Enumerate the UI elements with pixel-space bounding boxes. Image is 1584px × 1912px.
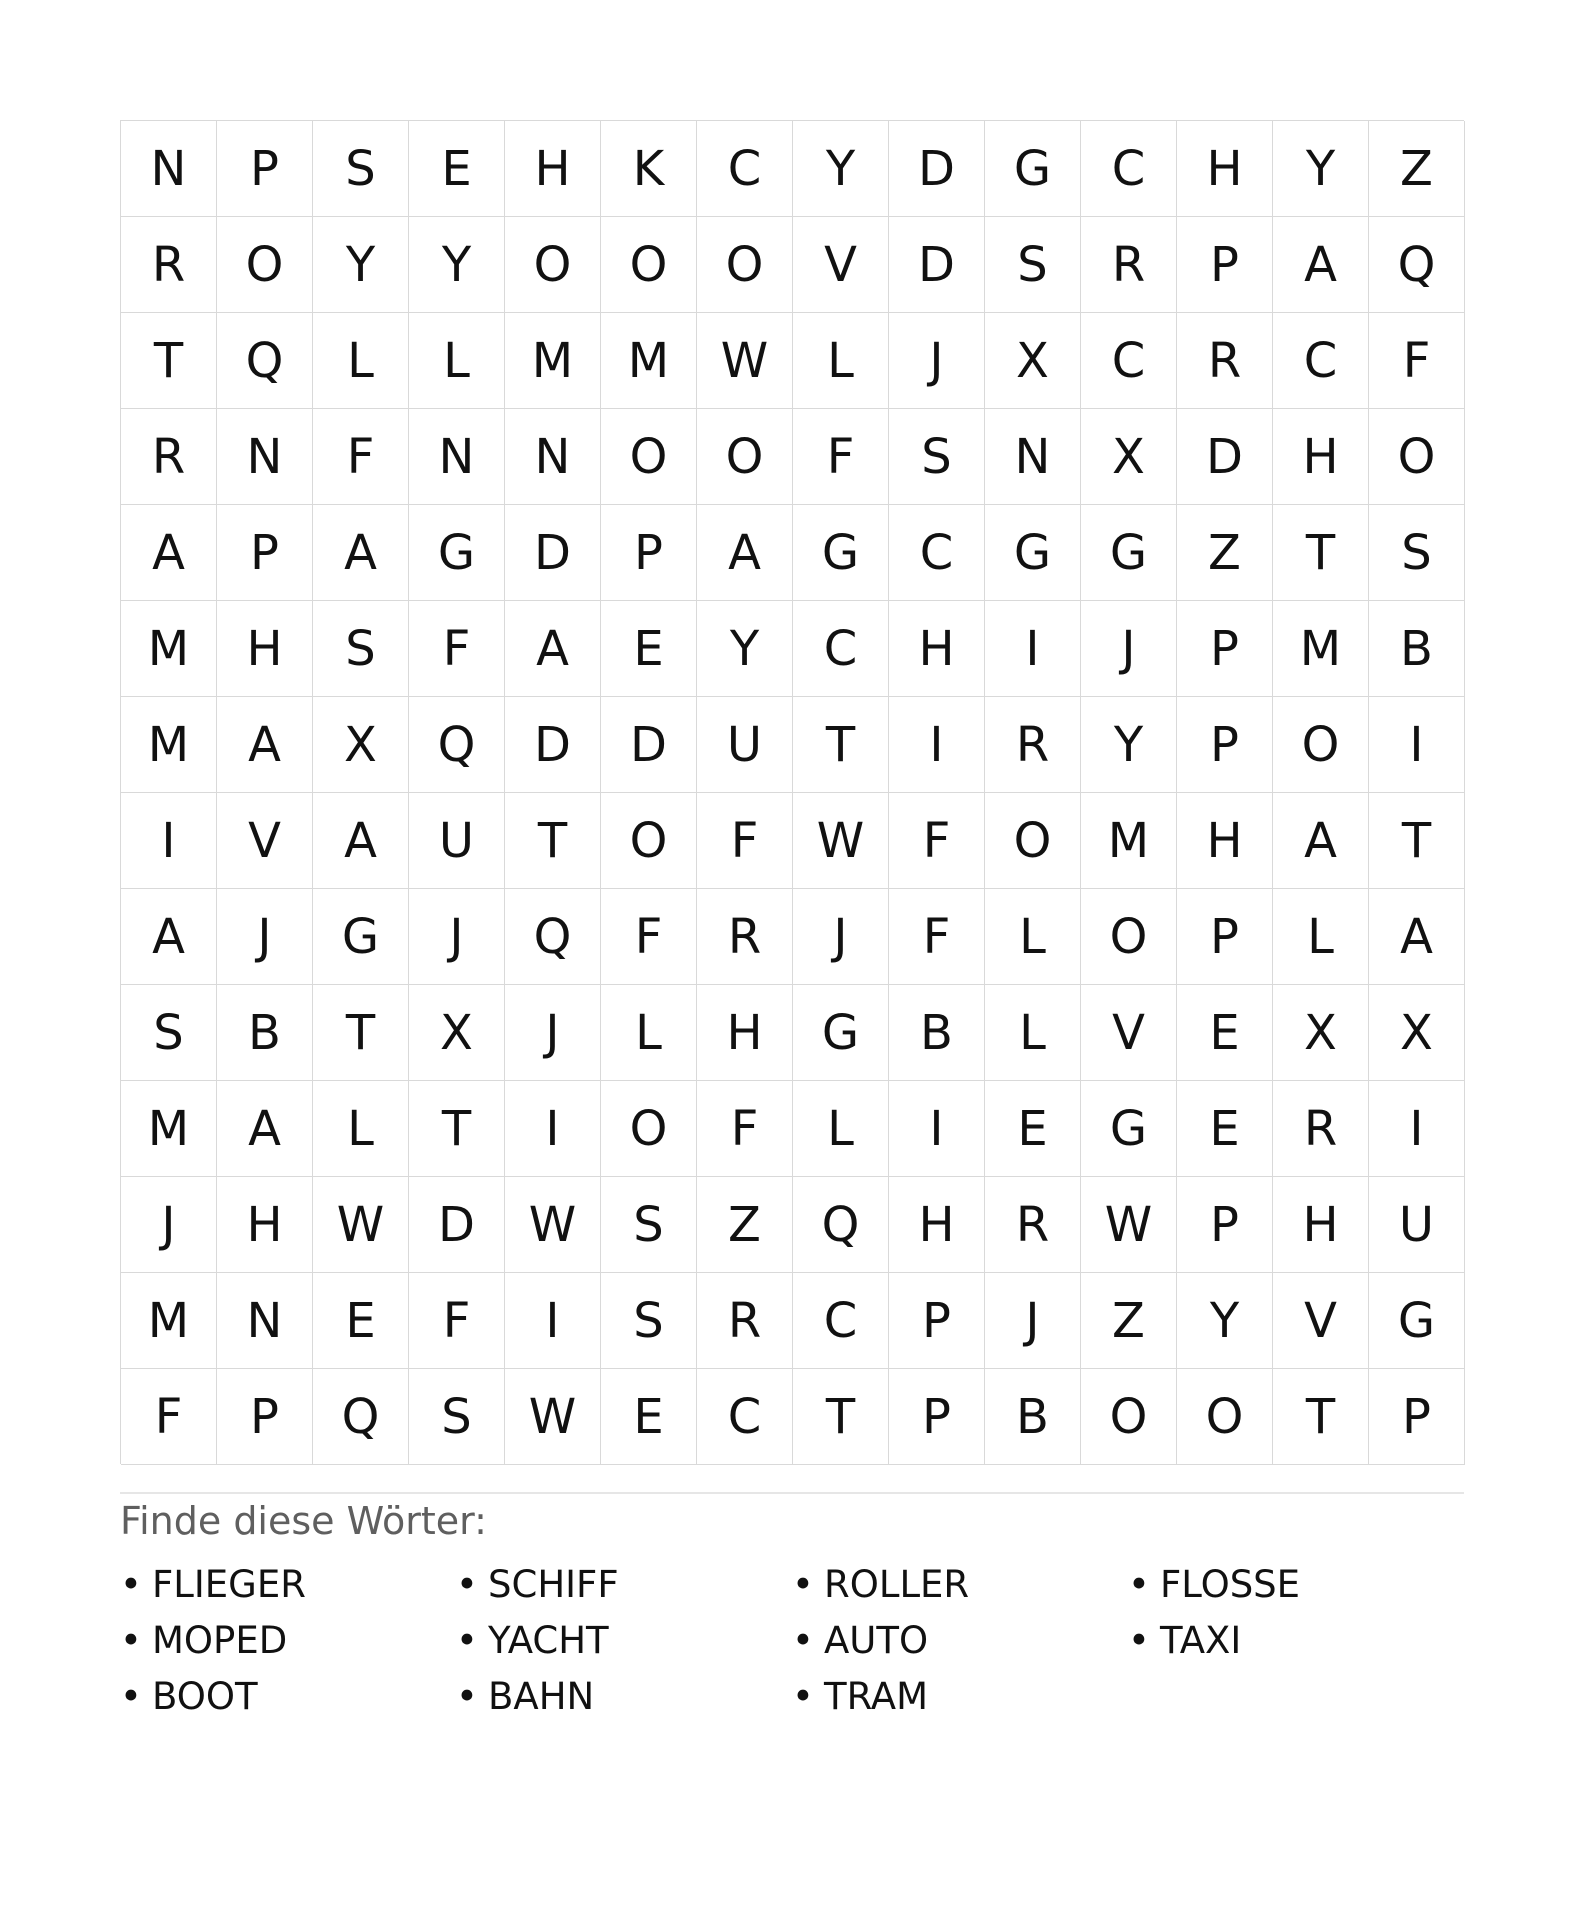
grid-cell[interactable]: G <box>1369 1273 1465 1369</box>
grid-cell[interactable]: M <box>121 697 217 793</box>
grid-cell[interactable]: N <box>121 121 217 217</box>
word-list-item <box>1128 1556 1464 1612</box>
grid-cell[interactable]: T <box>121 313 217 409</box>
grid-cell[interactable]: F <box>313 409 409 505</box>
grid-cell[interactable]: G <box>985 505 1081 601</box>
grid-cell[interactable]: A <box>1369 889 1465 985</box>
grid-cell[interactable]: S <box>889 409 985 505</box>
grid-cell[interactable]: E <box>409 121 505 217</box>
grid-cell[interactable]: E <box>1177 1081 1273 1177</box>
grid-cell[interactable]: P <box>1177 889 1273 985</box>
grid-cell[interactable]: I <box>889 697 985 793</box>
grid-cell[interactable]: H <box>505 121 601 217</box>
bullet-icon: • <box>1128 1618 1150 1662</box>
grid-cell[interactable]: E <box>601 1369 697 1465</box>
grid-cell[interactable]: Y <box>409 217 505 313</box>
grid-cell[interactable]: F <box>697 1081 793 1177</box>
grid-cell[interactable]: T <box>409 1081 505 1177</box>
grid-cell[interactable]: E <box>601 601 697 697</box>
grid-cell[interactable]: A <box>1273 217 1369 313</box>
grid-cell[interactable]: C <box>1081 121 1177 217</box>
grid-cell[interactable]: L <box>313 313 409 409</box>
grid-cell[interactable]: A <box>313 793 409 889</box>
grid-cell[interactable]: G <box>985 121 1081 217</box>
grid-cell[interactable]: L <box>313 1081 409 1177</box>
grid-cell[interactable]: P <box>601 505 697 601</box>
grid-cell[interactable]: R <box>985 697 1081 793</box>
grid-cell[interactable]: X <box>985 313 1081 409</box>
word-list-item <box>792 1668 1128 1724</box>
grid-cell[interactable]: F <box>697 793 793 889</box>
grid-cell[interactable]: X <box>1369 985 1465 1081</box>
word-label: TAXI <box>1160 1618 1242 1662</box>
word-list-item <box>120 1668 456 1724</box>
grid-cell[interactable]: O <box>697 217 793 313</box>
grid-cell[interactable]: T <box>793 1369 889 1465</box>
grid-cell[interactable]: I <box>1369 1081 1465 1177</box>
grid-cell[interactable]: G <box>1081 1081 1177 1177</box>
grid-cell[interactable]: R <box>121 217 217 313</box>
grid-cell[interactable]: U <box>697 697 793 793</box>
grid-cell[interactable]: H <box>1273 409 1369 505</box>
grid-cell[interactable]: V <box>217 793 313 889</box>
grid-cell[interactable]: V <box>793 217 889 313</box>
bullet-icon: • <box>120 1674 142 1718</box>
grid-cell[interactable]: R <box>1177 313 1273 409</box>
grid-cell[interactable]: T <box>505 793 601 889</box>
grid-cell[interactable]: J <box>889 313 985 409</box>
grid-cell[interactable]: S <box>313 601 409 697</box>
grid-cell[interactable]: A <box>121 505 217 601</box>
grid-cell[interactable]: E <box>1177 985 1273 1081</box>
word-list-item <box>456 1668 792 1724</box>
grid-cell[interactable]: F <box>793 409 889 505</box>
grid-cell[interactable]: T <box>1369 793 1465 889</box>
word-label: AUTO <box>824 1618 929 1662</box>
grid-cell[interactable]: I <box>121 793 217 889</box>
grid-cell[interactable]: O <box>217 217 313 313</box>
word-label: MOPED <box>152 1618 288 1662</box>
grid-cell[interactable]: V <box>1273 1273 1369 1369</box>
grid-cell[interactable]: Y <box>697 601 793 697</box>
grid-cell[interactable]: C <box>697 121 793 217</box>
grid-cell[interactable]: P <box>217 505 313 601</box>
grid-cell[interactable]: J <box>793 889 889 985</box>
grid-cell[interactable]: S <box>409 1369 505 1465</box>
bullet-icon: • <box>792 1562 814 1606</box>
bullet-icon: • <box>1128 1562 1150 1606</box>
grid-cell[interactable]: T <box>1273 505 1369 601</box>
grid-cell[interactable]: D <box>505 505 601 601</box>
grid-cell[interactable]: B <box>985 1369 1081 1465</box>
grid-cell[interactable]: S <box>601 1177 697 1273</box>
grid-cell[interactable]: F <box>889 793 985 889</box>
grid-cell[interactable]: F <box>601 889 697 985</box>
grid-cell[interactable]: Z <box>1081 1273 1177 1369</box>
grid-cell[interactable]: E <box>313 1273 409 1369</box>
grid-cell[interactable]: G <box>313 889 409 985</box>
grid-cell[interactable]: L <box>601 985 697 1081</box>
grid-cell[interactable]: O <box>1177 1369 1273 1465</box>
grid-cell[interactable]: M <box>505 313 601 409</box>
grid-cell[interactable]: J <box>217 889 313 985</box>
grid-cell[interactable]: A <box>1273 793 1369 889</box>
grid-cell[interactable]: M <box>121 1081 217 1177</box>
grid-cell[interactable]: J <box>1081 601 1177 697</box>
grid-cell[interactable]: C <box>1273 313 1369 409</box>
grid-cell[interactable]: M <box>121 601 217 697</box>
grid-cell[interactable]: I <box>889 1081 985 1177</box>
grid-cell[interactable]: H <box>217 1177 313 1273</box>
word-label: SCHIFF <box>488 1562 619 1606</box>
grid-cell[interactable]: H <box>1177 793 1273 889</box>
grid-cell[interactable]: P <box>1177 697 1273 793</box>
grid-cell[interactable]: B <box>217 985 313 1081</box>
word-label: FLOSSE <box>1160 1562 1301 1606</box>
bullet-icon: • <box>792 1618 814 1662</box>
grid-cell[interactable]: R <box>121 409 217 505</box>
grid-cell[interactable]: O <box>601 793 697 889</box>
word-label: BAHN <box>488 1674 595 1718</box>
grid-cell[interactable]: O <box>601 409 697 505</box>
grid-cell[interactable]: F <box>121 1369 217 1465</box>
bullet-icon: • <box>120 1562 142 1606</box>
grid-cell[interactable]: S <box>1369 505 1465 601</box>
grid-cell[interactable]: M <box>1273 601 1369 697</box>
grid-cell[interactable]: T <box>793 697 889 793</box>
word-list <box>120 1556 1464 1724</box>
grid-cell[interactable]: H <box>889 601 985 697</box>
grid-cell[interactable]: R <box>1273 1081 1369 1177</box>
grid-cell[interactable]: Y <box>1081 697 1177 793</box>
grid-cell[interactable]: A <box>505 601 601 697</box>
word-list-item <box>456 1556 792 1612</box>
bullet-icon: • <box>792 1674 814 1718</box>
word-label: TRAM <box>824 1674 929 1718</box>
grid-cell[interactable]: A <box>313 505 409 601</box>
grid-cell[interactable]: F <box>889 889 985 985</box>
grid-cell[interactable]: W <box>697 313 793 409</box>
word-label: ROLLER <box>824 1562 970 1606</box>
grid-cell[interactable]: N <box>217 409 313 505</box>
grid-cell[interactable]: S <box>601 1273 697 1369</box>
grid-cell[interactable]: Z <box>1369 121 1465 217</box>
grid-cell[interactable]: I <box>985 601 1081 697</box>
grid-cell[interactable]: A <box>217 697 313 793</box>
grid-cell[interactable]: H <box>697 985 793 1081</box>
grid-cell[interactable]: N <box>985 409 1081 505</box>
grid-cell[interactable]: C <box>1081 313 1177 409</box>
word-list-item <box>120 1612 456 1668</box>
grid-cell[interactable]: L <box>793 1081 889 1177</box>
word-list-item <box>792 1556 1128 1612</box>
grid-cell[interactable]: P <box>1369 1369 1465 1465</box>
grid-cell[interactable]: Y <box>1177 1273 1273 1369</box>
grid-cell[interactable]: D <box>1177 409 1273 505</box>
bullet-icon: • <box>456 1562 478 1606</box>
grid-cell[interactable]: Q <box>313 1369 409 1465</box>
grid-cell[interactable]: L <box>409 313 505 409</box>
grid-cell[interactable]: X <box>1081 409 1177 505</box>
grid-cell[interactable]: Q <box>409 697 505 793</box>
grid-cell[interactable]: Q <box>1369 217 1465 313</box>
bullet-icon: • <box>456 1618 478 1662</box>
grid-cell[interactable]: P <box>217 121 313 217</box>
grid-cell[interactable]: J <box>505 985 601 1081</box>
grid-cell[interactable]: O <box>985 793 1081 889</box>
grid-cell[interactable]: Z <box>697 1177 793 1273</box>
grid-cell[interactable]: D <box>505 697 601 793</box>
grid-cell[interactable]: X <box>313 697 409 793</box>
grid-cell[interactable]: W <box>505 1177 601 1273</box>
grid-cell[interactable]: M <box>1081 793 1177 889</box>
word-search-grid <box>120 120 1464 1464</box>
grid-cell[interactable]: G <box>793 505 889 601</box>
grid-cell[interactable]: G <box>793 985 889 1081</box>
grid-cell[interactable]: Y <box>1273 121 1369 217</box>
grid-cell[interactable]: L <box>793 313 889 409</box>
word-label: BOOT <box>152 1674 258 1718</box>
grid-cell[interactable]: K <box>601 121 697 217</box>
grid-cell[interactable]: Y <box>793 121 889 217</box>
grid-cell[interactable]: R <box>985 1177 1081 1273</box>
grid-cell[interactable]: R <box>697 889 793 985</box>
grid-cell[interactable]: N <box>217 1273 313 1369</box>
grid-cell[interactable]: G <box>409 505 505 601</box>
divider <box>120 1492 1464 1494</box>
grid-cell[interactable]: C <box>793 1273 889 1369</box>
grid-cell[interactable]: A <box>121 889 217 985</box>
word-list-item <box>456 1612 792 1668</box>
word-list-item <box>792 1612 1128 1668</box>
grid-cell[interactable]: U <box>409 793 505 889</box>
grid-cell[interactable]: O <box>601 1081 697 1177</box>
grid-cell[interactable]: N <box>409 409 505 505</box>
grid-cell[interactable]: C <box>889 505 985 601</box>
word-label: FLIEGER <box>152 1562 306 1606</box>
grid-cell[interactable]: X <box>1273 985 1369 1081</box>
grid-cell[interactable]: H <box>1273 1177 1369 1273</box>
grid-cell[interactable]: J <box>985 1273 1081 1369</box>
grid-cell[interactable]: H <box>1177 121 1273 217</box>
grid-cell[interactable]: O <box>601 217 697 313</box>
grid-cell[interactable]: H <box>217 601 313 697</box>
grid-cell[interactable]: F <box>409 601 505 697</box>
grid-cell[interactable]: W <box>313 1177 409 1273</box>
grid-cell[interactable]: E <box>985 1081 1081 1177</box>
grid-cell[interactable]: M <box>121 1273 217 1369</box>
grid-cell[interactable]: S <box>121 985 217 1081</box>
grid-cell[interactable]: O <box>505 217 601 313</box>
grid-cell[interactable]: P <box>1177 601 1273 697</box>
grid-cell[interactable]: C <box>697 1369 793 1465</box>
grid-cell[interactable]: Z <box>1177 505 1273 601</box>
grid-cell[interactable]: P <box>217 1369 313 1465</box>
grid-cell[interactable]: T <box>1273 1369 1369 1465</box>
grid-cell[interactable]: N <box>505 409 601 505</box>
grid-cell[interactable]: W <box>1081 1177 1177 1273</box>
grid-cell[interactable]: S <box>313 121 409 217</box>
grid-cell[interactable]: B <box>1369 601 1465 697</box>
grid-cell[interactable]: O <box>1273 697 1369 793</box>
grid-cell[interactable]: M <box>601 313 697 409</box>
grid-cell[interactable]: G <box>1081 505 1177 601</box>
instruction-text: Finde diese Wörter: <box>120 1499 487 1543</box>
grid-cell[interactable]: U <box>1369 1177 1465 1273</box>
grid-cell[interactable]: D <box>409 1177 505 1273</box>
grid-cell[interactable]: A <box>217 1081 313 1177</box>
grid-cell[interactable]: L <box>1273 889 1369 985</box>
grid-cell[interactable]: B <box>889 985 985 1081</box>
grid-cell[interactable]: O <box>1369 409 1465 505</box>
grid-cell[interactable]: Q <box>793 1177 889 1273</box>
grid-cell[interactable]: L <box>985 985 1081 1081</box>
grid-cell[interactable]: P <box>1177 1177 1273 1273</box>
grid-cell[interactable]: T <box>313 985 409 1081</box>
grid-cell[interactable]: I <box>505 1081 601 1177</box>
grid-cell[interactable]: W <box>793 793 889 889</box>
grid-cell[interactable]: A <box>697 505 793 601</box>
word-label: YACHT <box>488 1618 609 1662</box>
grid-cell[interactable]: O <box>1081 889 1177 985</box>
grid-cell[interactable]: Y <box>313 217 409 313</box>
grid-cell[interactable]: P <box>1177 217 1273 313</box>
grid-cell[interactable]: R <box>697 1273 793 1369</box>
grid-cell[interactable]: Q <box>217 313 313 409</box>
grid-cell[interactable]: O <box>697 409 793 505</box>
bullet-icon: • <box>456 1674 478 1718</box>
grid-cell[interactable]: I <box>505 1273 601 1369</box>
word-list-item <box>1128 1612 1464 1668</box>
grid-cell[interactable]: P <box>889 1369 985 1465</box>
grid-cell[interactable]: S <box>985 217 1081 313</box>
grid-cell[interactable]: L <box>985 889 1081 985</box>
grid-cell[interactable]: F <box>1369 313 1465 409</box>
grid-cell[interactable]: F <box>409 1273 505 1369</box>
grid-cell[interactable]: Q <box>505 889 601 985</box>
grid-cell[interactable]: C <box>793 601 889 697</box>
grid-cell[interactable]: I <box>1369 697 1465 793</box>
grid-cell[interactable]: H <box>889 1177 985 1273</box>
grid-cell[interactable]: J <box>409 889 505 985</box>
grid-cell[interactable]: D <box>601 697 697 793</box>
bullet-icon: • <box>120 1618 142 1662</box>
grid-cell[interactable]: X <box>409 985 505 1081</box>
grid-cell[interactable]: W <box>505 1369 601 1465</box>
grid-cell[interactable]: O <box>1081 1369 1177 1465</box>
grid-cell[interactable]: R <box>1081 217 1177 313</box>
grid-cell[interactable]: D <box>889 217 985 313</box>
word-list-item <box>120 1556 456 1612</box>
grid-cell[interactable]: D <box>889 121 985 217</box>
grid-cell[interactable]: J <box>121 1177 217 1273</box>
grid-cell[interactable]: P <box>889 1273 985 1369</box>
grid-cell[interactable]: V <box>1081 985 1177 1081</box>
